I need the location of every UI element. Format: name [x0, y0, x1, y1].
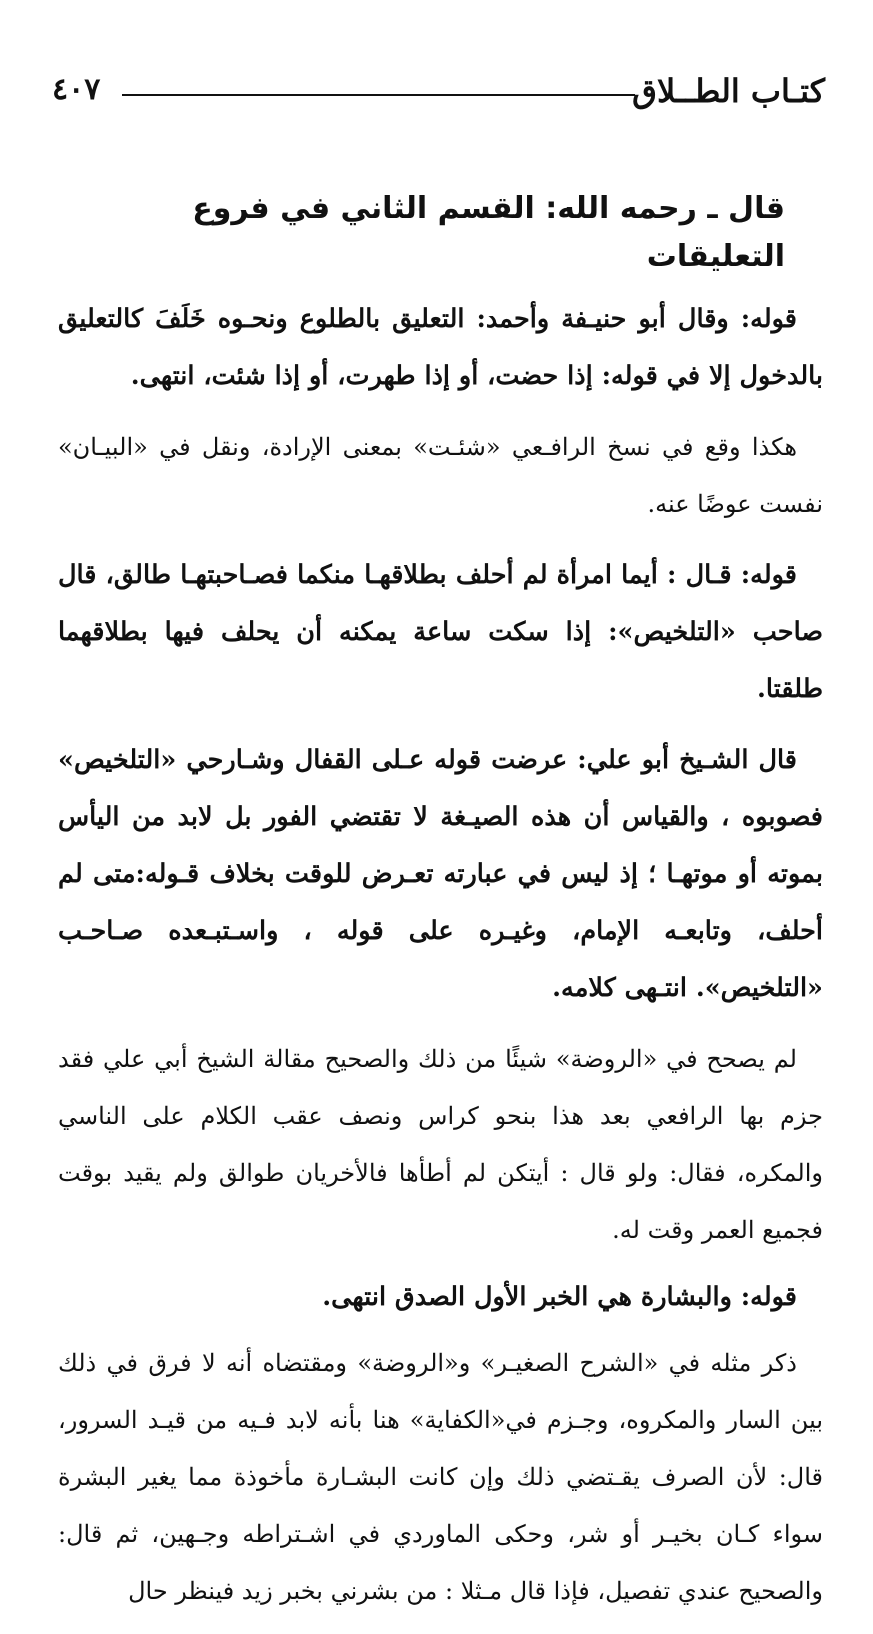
- paragraph-commentary: هكذا وقع في نسخ الرافـعي «شئـت» بمعنى الإرادة، ونقل في «البيـان» نفست عوضًا عنه.: [58, 433, 823, 518]
- page-number: ٤٠٧: [52, 72, 101, 107]
- paragraph-commentary: لم يصحح في «الروضة» شيئًا من ذلك والصحيح مقالة الشيخ أبي علي فقد جزم بها الرافعي بعد هذا بنحو كراس ونصف عقب الكلام على الناسي والمكره، فقال: ولو قال : أيتكن لم أطأها فالأخريان طوالق ولم يقيد بوقت فجميع العمر وقت له.: [58, 1045, 823, 1244]
- paragraph-quote: قوله: والبشارة هي الخبر الأول الصدق انتهى.: [322, 1282, 797, 1312]
- page-body: [58, 185, 823, 1634]
- paragraph-quote: قوله: وقال أبو حنيـفة وأحمد: التعليق بالطلوع ونحـوه خَلَفَ كالتعليق بالدخول إلا في قوله: إذا حضت، أو إذا طهرت، أو إذا شئت، انتهى.: [58, 304, 823, 391]
- running-header: [52, 70, 825, 118]
- chapter-title: كتـاب الطــلاق: [632, 72, 825, 110]
- paragraph-quote: قوله: قـال : أيما امرأة لم أحلف بطلاقهـا منكما فصـاحبتهـا طالق، قال صاحب «التلخيص»: إذا سكت ساعة يمكنه أن يحلف فيها بطلاقهما طلقتا.: [58, 560, 823, 704]
- paragraph-commentary: ذكر مثله في «الشرح الصغيـر» و«الروضة» ومقتضاه أنه لا فرق في ذلك بين السار والمكروه، وجـزم في«الكفاية» هنا بأنه لابد فـيه من قيـد السرور، قال: لأن الصرف يقـتضي ذلك وإن كانت البشـارة مأخوذة مما يغير البشرة سواء كـان بخيـر أو شر، وحكى الماوردي في اشـتراطه وجـهين، ثم قال: والصحيح عندي تفصيل، فإذا قال مـثلا : من بشرني بخبر زيد فينظر حال: [58, 1349, 823, 1605]
- paragraph-quote: قال الشـيخ أبو علي: عرضت قوله عـلى القفال وشـارحي «التلخيص» فصوبوه ، والقياس أن هذه الصيـغة لا تقتضي الفور بل لابد من اليأس بموته أو موتهـا ؛ إذ ليس في عبارته تعـرض للوقت بخلاف قـوله:متى لم أحلف، وتابعـه الإمام، وغيـره على قوله ، واسـتبـعده صـاحـب «التلخيص». انتـهى كلامه.: [58, 745, 823, 1003]
- header-rule: [122, 94, 635, 96]
- section-heading: قال ـ رحمه الله: القسم الثاني في فروع التعليقات: [192, 191, 785, 274]
